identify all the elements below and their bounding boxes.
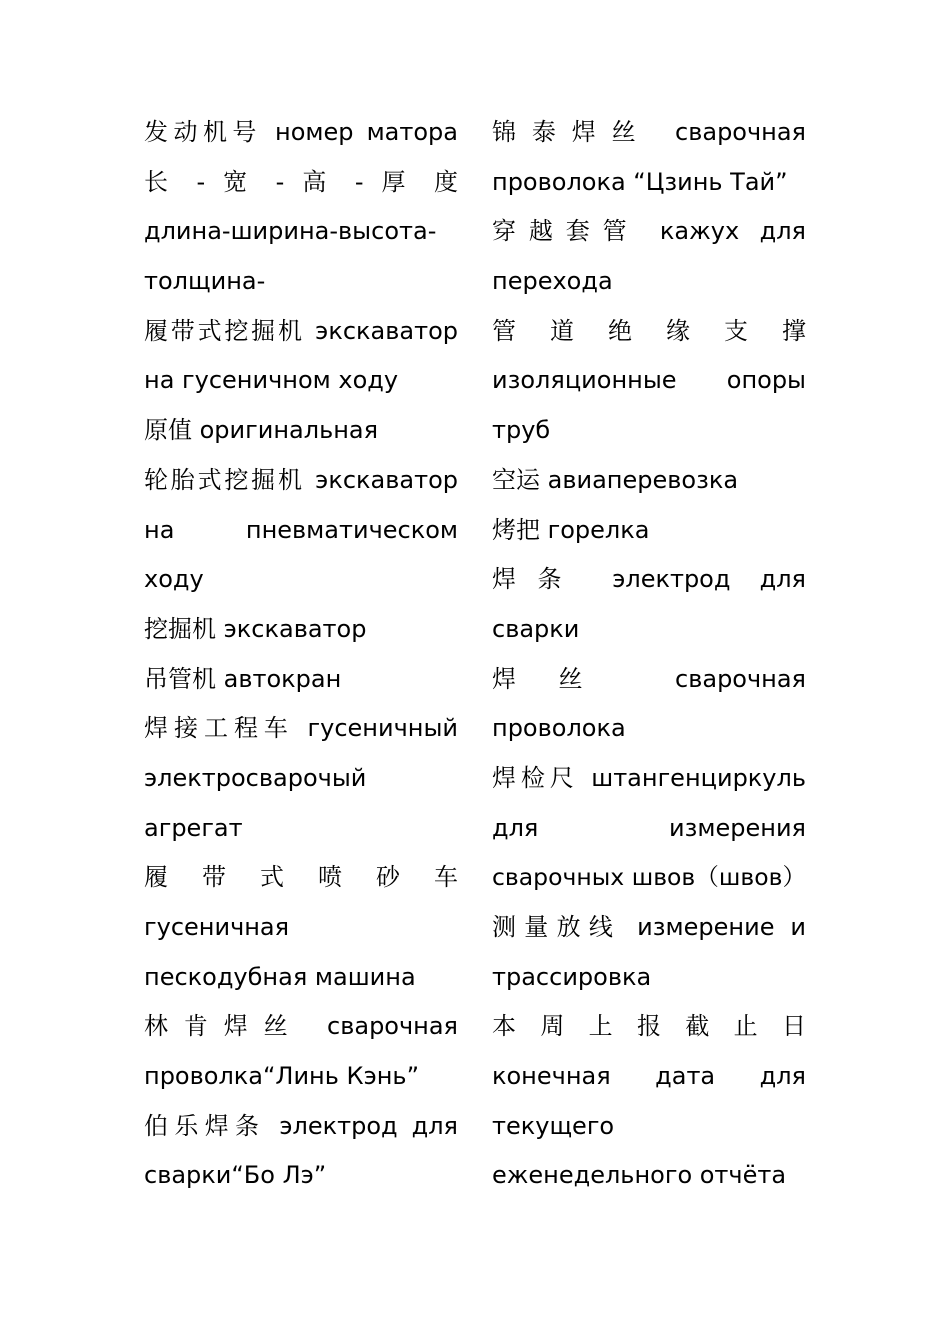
term-line: электросварочый (144, 763, 367, 792)
term-line: 测量放线 измерение и (492, 913, 806, 941)
term-line: 烤把 горелка (492, 515, 650, 544)
term-line: труб (492, 416, 551, 445)
term-line: 吊管机 автокран (144, 664, 342, 693)
term-line: 伯乐焊条 электрод для (144, 1111, 458, 1140)
term-line: 轮胎式挖掘机 экскаватор (144, 465, 458, 494)
term-line: 焊丝 сварочная (492, 664, 806, 693)
term-line: сварки“Бо Лэ” (144, 1161, 327, 1190)
term-line: сварочных швов（швов） (492, 863, 806, 892)
term-line: сварки (492, 614, 580, 643)
term-line: 挖掘机 экскаватор (144, 614, 367, 643)
term-line: 履 带 式 喷 砂 车 (144, 863, 458, 892)
term-line: на пневматическом (144, 515, 458, 544)
term-line: проволока (492, 714, 626, 743)
term-line: длина-ширина-высота- (144, 217, 437, 246)
term-line: конечная дата для (492, 1062, 806, 1091)
term-line: еженедельного отчёта (492, 1161, 787, 1190)
term-line: для измерения (492, 813, 806, 842)
term-line: 原值 оригинальная (144, 416, 379, 445)
term-line: 林肯焊丝 сварочная (144, 1012, 458, 1041)
term-line: проволка“Линь Кэнь” (144, 1062, 420, 1091)
term-line: пескодубная машина (144, 962, 416, 991)
term-line: гусеничная (144, 913, 290, 941)
term-line: 履带式挖掘机 экскаватор (144, 316, 458, 345)
term-line: трассировка (492, 962, 652, 991)
term-line: 发动机号 номер матора (144, 118, 458, 146)
term-line: 管 道 绝 缘 支 撑 (492, 316, 806, 345)
glossary-column-left (144, 108, 458, 1201)
term-line: 长 - 宽 - 高 - 厚 度 (144, 167, 458, 196)
glossary-column-right (492, 108, 806, 1201)
term-line: проволока “Цзинь Тай” (492, 167, 788, 196)
term-line: 焊接工程车 гусеничный (144, 714, 458, 743)
term-line: 空运 авиаперевозка (492, 465, 739, 494)
term-line: 本 周 上 报 截 止 日 (492, 1012, 806, 1041)
term-line: 锦泰焊丝 сварочная (492, 118, 806, 146)
term-line: агрегат (144, 813, 243, 842)
term-line: перехода (492, 267, 613, 296)
term-line: 焊条 электрод для (492, 565, 806, 594)
term-line: на гусеничном ходу (144, 366, 399, 395)
term-line: текущего (492, 1111, 615, 1140)
term-line: изоляционные опоры (492, 366, 806, 395)
term-line: 穿越套管 кажух для (492, 217, 806, 246)
term-line: 焊检尺 штангенциркуль (492, 763, 806, 792)
term-line: толщина- (144, 267, 266, 296)
term-line: ходу (144, 565, 204, 594)
